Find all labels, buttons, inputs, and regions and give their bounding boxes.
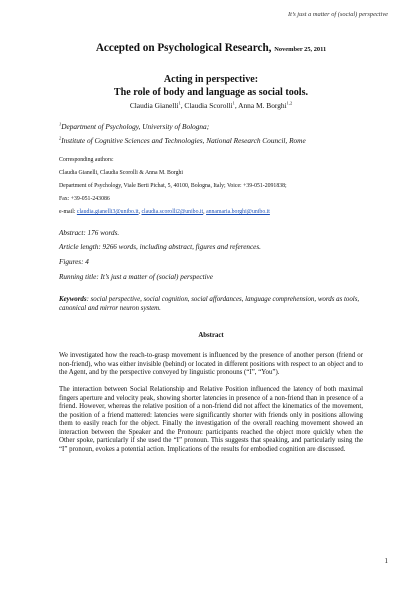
author-name: Claudia Scorolli (184, 101, 233, 111)
affiliation (59, 122, 363, 131)
abstract-word-count: Abstract: 176 words. (59, 228, 120, 237)
email-label: e-mail: (59, 209, 77, 215)
article-length: Article length: 9266 words, including abstract, figures and references. (59, 243, 261, 252)
title-line-1: Acting in perspective: (163, 74, 259, 85)
corresponding-address: Department of Psychology, Viale Berti Pichat, 5, 40100, Bologna, Italy; Voice: +39-051-2091838; (59, 183, 287, 189)
keywords-label: Keywords (59, 296, 87, 304)
author-list (59, 101, 363, 110)
acceptance-date: November 25, 2011 (274, 46, 327, 53)
author-name: Anna M. Borghi (238, 101, 287, 111)
email-link-scorolli[interactable]: claudia.scorolli2@unibo.it (141, 209, 204, 215)
author-affiliation-mark: 1 (178, 100, 181, 106)
corresponding-emails: e-mail: claudia.gianelli3@unibo.it, claudia.scorolli2@unibo.it, annamaria.borghi@unibo.it (59, 209, 270, 215)
keywords-text: : social perspective, social cognition, social affordances, language comprehension, words as tools, canonical and mirror neuron system. (59, 296, 360, 312)
affiliations (59, 122, 363, 145)
author-affiliation-mark: 1 (232, 100, 235, 106)
page-number: 1 (384, 556, 388, 565)
running-header: It’s just a matter of (social) perspective (288, 11, 388, 18)
acceptance-label: Accepted on Psychological Research, (95, 42, 272, 54)
affiliation-text: Institute of Cognitive Sciences and Technologies, National Research Council, Rome (61, 135, 306, 145)
corresponding-heading: Corresponding authors: (59, 157, 114, 163)
corresponding-authors (59, 156, 363, 217)
affiliation-mark: 2 (59, 135, 62, 141)
affiliation-mark: 1 (59, 121, 62, 127)
affiliation-text: Department of Psychology, University of Bologna; (61, 122, 210, 132)
abstract-heading: Abstract (198, 332, 224, 340)
corresponding-fax: Fax: +39-051-243086 (59, 196, 110, 202)
affiliation (59, 136, 363, 145)
email-link-borghi[interactable]: annamaria.borghi@unibo.it (206, 209, 270, 215)
running-title: Running title: It’s just a matter of (social) perspective (59, 272, 213, 281)
abstract-paragraph: We investigated how the reach-to-grasp movement is influenced by the presence of another person (friend or non-friend), who was either invisible (behind) or located in different positions with respect to an object and to the Agent, and by the perspective conveyed by linguistic pronouns (“I”, “You”). (59, 352, 363, 376)
author-affiliation-mark: 1,2 (286, 100, 293, 106)
email-link-gianelli[interactable]: claudia.gianelli3@unibo.it (76, 209, 139, 215)
page-content (59, 42, 363, 454)
author-separator: , (234, 101, 239, 111)
keywords (59, 296, 363, 313)
abstract-paragraph: The interaction between Social Relationship and Relative Position influenced the latency of both maximal fingers aperture and velocity peak, showing shorter latencies in presence of a non-friend than in presence of a friend. However, whereas the relative position of a non-friend did not affect the kinematics of the movement, the position of a friend mattered: latencies were significantly shorter with friends only in positions allowing them to easily reach for the object. Finally the investigation of the overall reaching movement showed an interaction between the Speaker and the Pronoun: participants reached the object more quickly when the Other spoke, particularly if she used the “I” pronoun. This suggests that speaking, and particularly using the “I” pronoun, evokes a potential action. Implications of the results for embodied cognition are discussed. (59, 386, 363, 453)
acceptance-notice (59, 42, 363, 54)
paper-title (59, 74, 363, 99)
corresponding-names: Claudia Gianelli, Claudia Scorolli & Anna M. Borghi (59, 170, 184, 176)
author-separator: , (180, 101, 185, 111)
author-name: Claudia Gianelli (129, 101, 179, 111)
article-meta (59, 229, 363, 283)
title-line-2: The role of body and language as social tools. (113, 86, 309, 98)
figure-count: Figures: 4 (59, 258, 89, 267)
